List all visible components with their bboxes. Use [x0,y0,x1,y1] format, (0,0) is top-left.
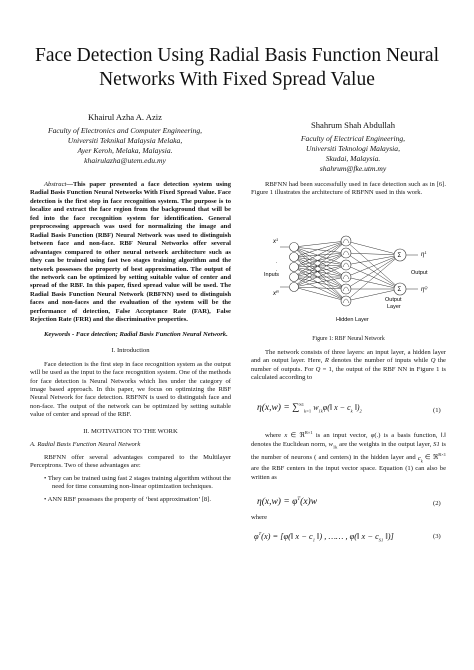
connection-line [346,255,400,301]
equation-3: $\varphi^T(x)$ = [φ(‖ $x - c_1$ ‖) , …… , φ(‖ $x - c_{S1}$ ‖)] [254,531,394,543]
x1-label: $x^1$ [273,237,279,245]
sum-symbol: Σ [397,287,402,294]
paragraph: The network consists of three layers: an input layer, a hidden layer and an output layer. Here, R denotes the number of inputs while Q the number of outputs. For Q = 1, the output of the RBF NN in Figure 1 is calculated according to [251,349,446,382]
equation-1-number: (1) [433,407,441,414]
sum-symbol: Σ [397,253,402,260]
xR-label: $x^R$ [273,289,279,297]
title-line-1: Face Detection Using Radial Basis Function Neural [35,45,439,66]
ellipsis-mark: . [276,259,278,265]
connection-line [346,253,400,255]
hidden-node [341,236,351,246]
right-column [251,181,446,198]
author-block-2 [258,120,448,174]
author-email: shahrum@fke.utm.my [319,164,387,173]
title-line-2: Networks With Fixed Spread Value [99,69,375,90]
equation-3-number: (3) [433,533,441,540]
right-column-2 [251,349,446,383]
right-column-3 [251,429,446,482]
list-item: • ANN RBF possesses the property of ‘best approximation’ [8]. [44,495,212,503]
input-node [290,253,299,262]
connection-line [294,241,346,267]
etaQ-label: $\eta^Q$ [421,285,428,293]
author-name: Shahrum Shah Abdullah [310,120,396,130]
paragraph: RBFNN offer several advantages compared to the Multilayer Perceptrons. Two of these advantages are: [30,453,231,470]
keywords: Keywords - Face detection; Radial Basis Function Neural Network. [44,330,228,338]
list-item: • They can be trained using fast 2 stages training algorithm without the need for time consuming non-linear optimization techniques. [44,474,231,491]
connection-line [294,241,346,257]
output-nodes [394,249,406,295]
author-affiliation: Faculty of Electronics and Computer Engineering, [47,126,203,135]
equation-2-number: (2) [433,500,441,507]
figure-caption: Figure 1: RBF Neural Network [312,336,385,342]
author-email: khairulazha@utem.edu.my [84,156,166,165]
paragraph: RBFNN had been successfully used in face detection such as in [6]. Figure 1 illustrates the architecture of RBFNN used in this work. [251,181,446,197]
hidden-layer-label: Hidden Layer [336,317,369,323]
output-label: Output [411,270,428,276]
inputs-label: Inputs [264,272,279,278]
abstract-text: —This paper presented a face detection system using Radial Basis Function Neural Networks With Fixed Spread Value. Face detection is the first step in face recognition system. The purpose is to localize and extract the face region from the background that will be fed into the face recognition system for identification. General preprocessing approach was used for normalizing the image and Radial Basis Function (RBF) Neural Network was used to distinguish between face and non-face. RBF Neural Networks offer several advantages compared to other neural network architecture such as they can be trained using fast two stages training algorithm and the network possesses the property of best approximation. The output of the network can be optimized by setting suitable value of center and spread of the RBF. In this paper, fixed spread value will be used. The Radial Basis Function Neural Network (RBFNN) used to distinguish faces and non-faces and the evaluation of the system will be the performance of detection, False Acceptance Rate (FAR), False Rejection Rate (FRR) and the discriminative properties. [30,181,231,324]
input-node [290,263,299,272]
equation-2: $\eta(x,w) = \varphi^T(x)w$ [257,497,318,508]
rbf-network-figure [254,231,446,327]
hidden-nodes [341,236,351,306]
paper-title [0,44,474,92]
hidden-node [341,296,351,306]
input-node [290,283,299,292]
paragraph: Face detection is the first step in face recognition system as the output will be used as the input to the face recognition system. One of the methods for face detection is Neural Networks which lies under the category of image based approach. In this paper, we focus on optimizing the RBF Neural Network for face detection. RBFNN is used to distinguish face and non-face. The output of the network can be optimized by setting suitable value of center and spread of the RBF. [30,360,231,419]
author-name: Khairul Azha A. Aziz [88,112,162,122]
input-node [290,243,299,252]
input-node [290,273,299,282]
output-layer-label-line1: Output [385,297,402,303]
abstract-label: Abstract [44,181,67,188]
author-affiliation: Universiti Teknologi Malaysia, [305,144,400,153]
hidden-node [341,272,351,282]
connection-line [346,265,400,289]
connection-line [294,247,346,289]
section-heading: II. MOTIVATION TO THE WORK [83,427,178,435]
left-column [30,181,231,504]
input-nodes [276,243,299,292]
connection-line [346,277,400,289]
paragraph: where x ∈ ℜ$^{R\times 1}$ is an input vector, φ(.) is a basis function, ‖.‖ denotes the Euclidean norm, $w_{1k}$ are the weights in the output layer, S1 is the number of neurons ( and centers) in the hidden layer and $c_k$ ∈ ℜ$^{R\times 1}$ are the RBF centers in the input vector space. Equation (1) can also be written as [251,430,446,481]
section-heading: I. Introduction [111,347,150,355]
author-affiliation: Faculty of Electrical Engineering, [300,134,406,143]
eta1-label: $\eta^1$ [421,250,427,258]
hidden-node [341,284,351,294]
abstract [30,181,231,325]
ellipsis-mark: . [276,267,278,273]
output-layer-label-line2: Layer [387,304,401,310]
subsection-heading: A. Radial Basis Function Neural Network [30,441,141,449]
hidden-node [341,260,351,270]
connection-line [294,241,346,277]
where-label: where [251,514,268,521]
author-affiliation: Skudai, Malaysia. [325,154,381,163]
author-affiliation: Ayer Keroh, Melaka, Malaysia. [77,146,173,155]
hidden-node [341,248,351,258]
author-block-1 [30,112,220,166]
connection-line [294,247,346,265]
equation-1: η(x,w) = ∑$^{S1}_{k=1}$ $w_{1k}\varphi(‖$ $x - c_k$ $‖)_2$ [257,402,362,414]
author-affiliation: Universiti Teknikal Malaysia Melaka, [67,136,183,145]
